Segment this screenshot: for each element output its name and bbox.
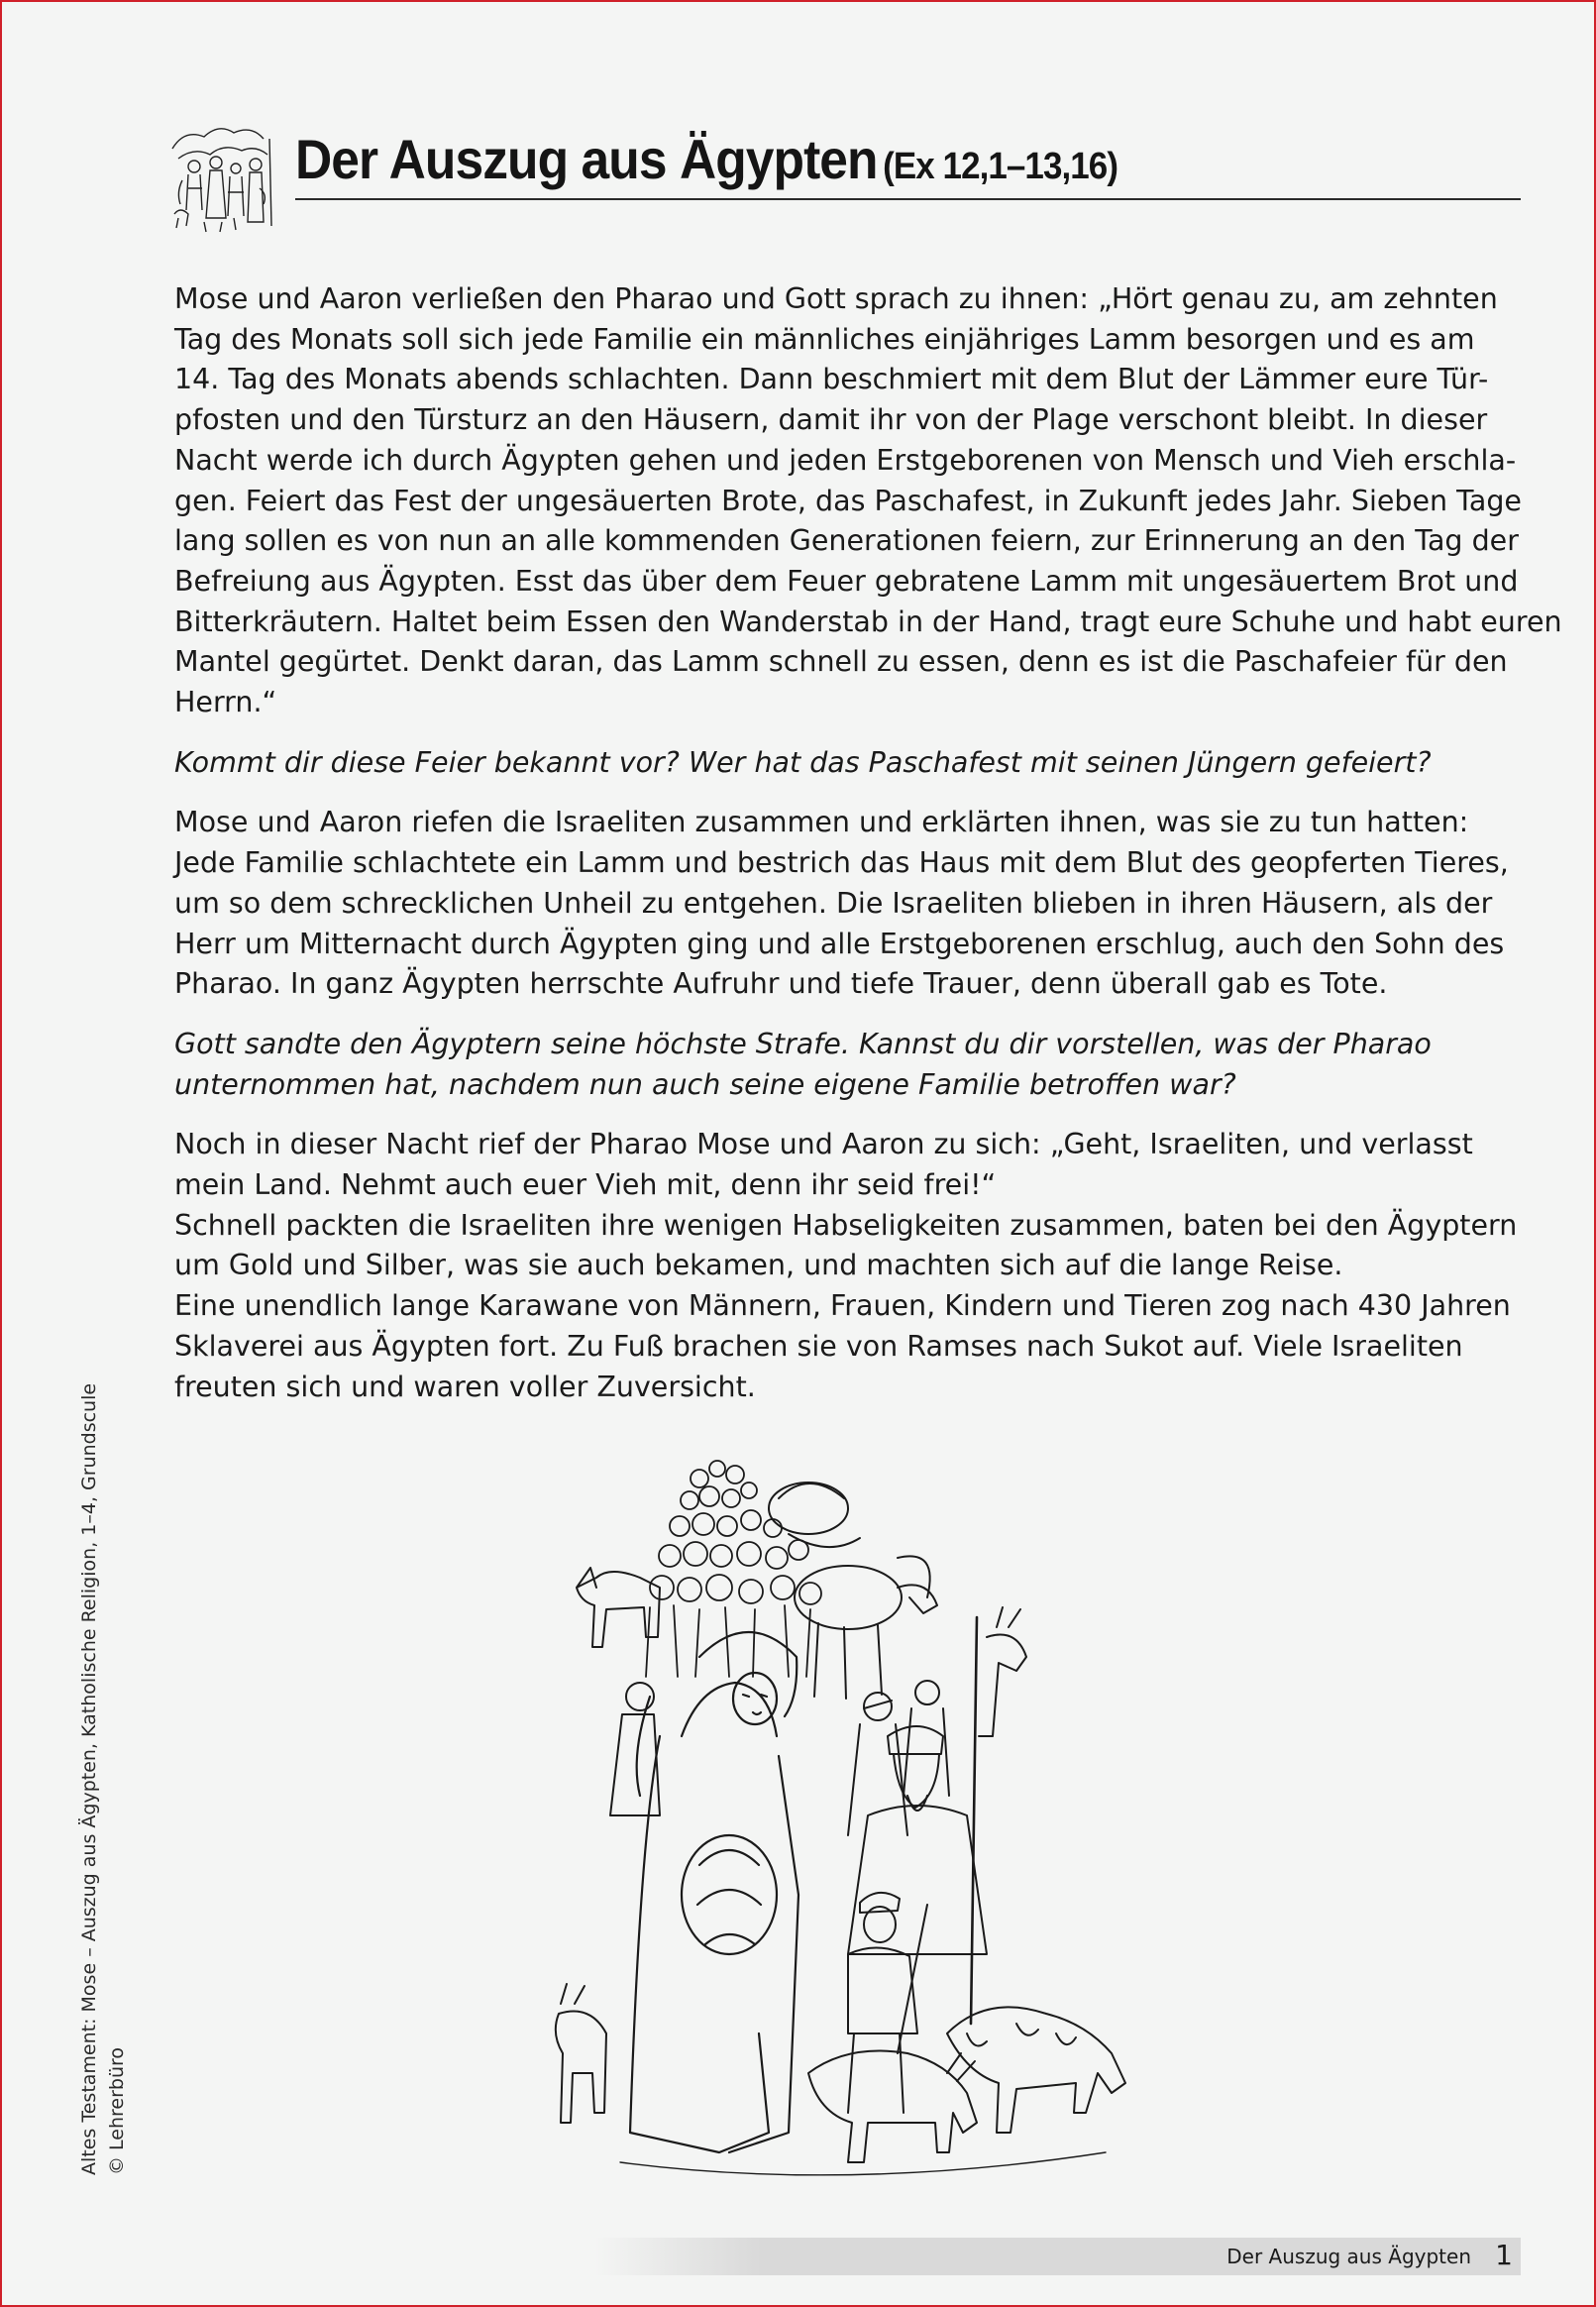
page-number: 1 <box>1495 2239 1513 2271</box>
text-line: 14. Tag des Monats abends schlachten. Dann beschmiert mit dem Blut der Lämmer eure Tür- <box>174 363 1489 396</box>
text-line: Mose und Aaron riefen die Israeliten zusammen und erklärten ihnen, was sie zu tun hatten: <box>174 806 1469 839</box>
bearded-man <box>848 1726 987 1954</box>
text-line: Jede Familie schlachtete ein Lamm und bestrich das Haus mit dem Blut des geopferten Tieres, <box>174 846 1509 880</box>
text-line: Kommt dir diese Feier bekannt vor? Wer hat das Paschafest mit seinen Jüngern gefeiert? <box>174 745 1432 779</box>
source-line: Altes Testament: Mose – Auszug aus Ägypten, Katholische Religion, 1–4, Grundscule <box>78 1382 100 2175</box>
page-title <box>295 127 1117 191</box>
title-row <box>295 127 1521 200</box>
text-line: Schnell packten die Israeliten ihre wenigen Habseligkeiten zusammen, baten bei den Ägyptern <box>174 1208 1518 1242</box>
text-line: Befreiung aus Ägypten. Esst das über dem Feuer gebratene Lamm mit ungesäuertem Brot und <box>174 564 1519 598</box>
text-line: um Gold und Silber, was sie auch bekamen, und machten sich auf die lange Reise. <box>174 1249 1343 1282</box>
goat-bottom <box>808 2051 977 2163</box>
bible-reference: (Ex 12,1–13,16) <box>883 146 1118 187</box>
woman-with-bundle <box>630 1632 798 2152</box>
exodus-illustration <box>551 1439 1145 2204</box>
text-line: Sklaverei aus Ägypten fort. Zu Fuß brachen sie von Ramses nach Sukot auf. Viele Israeliten <box>174 1329 1463 1363</box>
text-line: lang sollen es von nun an alle kommenden Generationen feiern, zur Erinnerung an den Tag der <box>174 524 1519 558</box>
text-line: Herrn.“ <box>174 686 277 719</box>
title-text: Der Auszug aus Ägypten <box>295 128 878 190</box>
footer-bar <box>594 2238 1521 2275</box>
text-line: freuten sich und waren voller Zuversicht. <box>174 1370 756 1403</box>
main-text <box>174 279 1562 1427</box>
paragraph-1 <box>174 279 1562 723</box>
copyright-line: © Lehrerbüro <box>106 2046 128 2175</box>
donkey-left <box>577 1568 660 1647</box>
text-line: Herr um Mitternacht durch Ägypten ging und alle Erstgeborenen erschlug, auch den Sohn des <box>174 927 1505 960</box>
paragraph-3 <box>174 1125 1528 1407</box>
text-line: Gott sandte den Ägyptern seine höchste Strafe. Kannst du dir vorstellen, was der Pharao <box>174 1027 1432 1060</box>
goat-left <box>556 1984 606 2123</box>
text-line: Nacht werde ich durch Ägypten gehen und jeden Erstgeborenen von Mensch und Vieh erschla- <box>174 443 1517 477</box>
text-line: Mantel gegürtet. Denkt daran, das Lamm schnell zu essen, denn es ist die Paschafeier für den <box>174 645 1508 679</box>
text-line: Tag des Monats soll sich jede Familie ein männliches einjähriges Lamm besorgen und es am <box>174 322 1475 356</box>
text-line: um so dem schrecklichen Unheil zu entgehen. Die Israeliten blieben in ihren Häusern, als der <box>174 886 1493 920</box>
text-line: Noch in dieser Nacht rief der Pharao Mose und Aaron zu sich: „Geht, Israeliten, und verlasst <box>174 1128 1473 1161</box>
footer-title: Der Auszug aus Ägypten <box>1226 2245 1471 2268</box>
copyright-sidebar <box>75 1383 131 2175</box>
text-line: Bitterkräutern. Haltet beim Essen den Wanderstab in der Hand, tragt eure Schuhe und habt euren <box>174 604 1562 638</box>
boy-with-stick <box>848 1893 927 2113</box>
crowd-heads <box>646 1461 821 1677</box>
text-line: gen. Feiert das Fest der ungesäuerten Brote, das Paschafest, in Zukunft jedes Jahr. Sieben Tage <box>174 484 1522 517</box>
text-line: mein Land. Nehmt auch euer Vieh mit, denn ihr seid frei!“ <box>174 1168 997 1202</box>
question-2 <box>174 1025 1528 1105</box>
exodus-crowd-icon <box>164 119 283 236</box>
text-line: Mose und Aaron verließen den Pharao und Gott sprach zu ihnen: „Hört genau zu, am zehnten <box>174 282 1498 315</box>
question-1 <box>174 743 1528 784</box>
text-line: unternommen hat, nachdem nun auch seine eigene Familie betroffen war? <box>174 1067 1236 1101</box>
text-line: Pharao. In ganz Ägypten herrschte Aufruhr und tiefe Trauer, denn überall gab es Tote. <box>174 967 1388 1001</box>
goat-right <box>971 1607 1026 2024</box>
text-line: Eine unendlich lange Karawane von Männern, Frauen, Kindern und Tieren zog nach 430 Jahren <box>174 1289 1511 1323</box>
paragraph-2 <box>174 803 1528 1005</box>
text-line: pfosten und den Türsturz an den Häusern, damit ihr von der Plage verschont bleibt. In dieser <box>174 403 1488 437</box>
